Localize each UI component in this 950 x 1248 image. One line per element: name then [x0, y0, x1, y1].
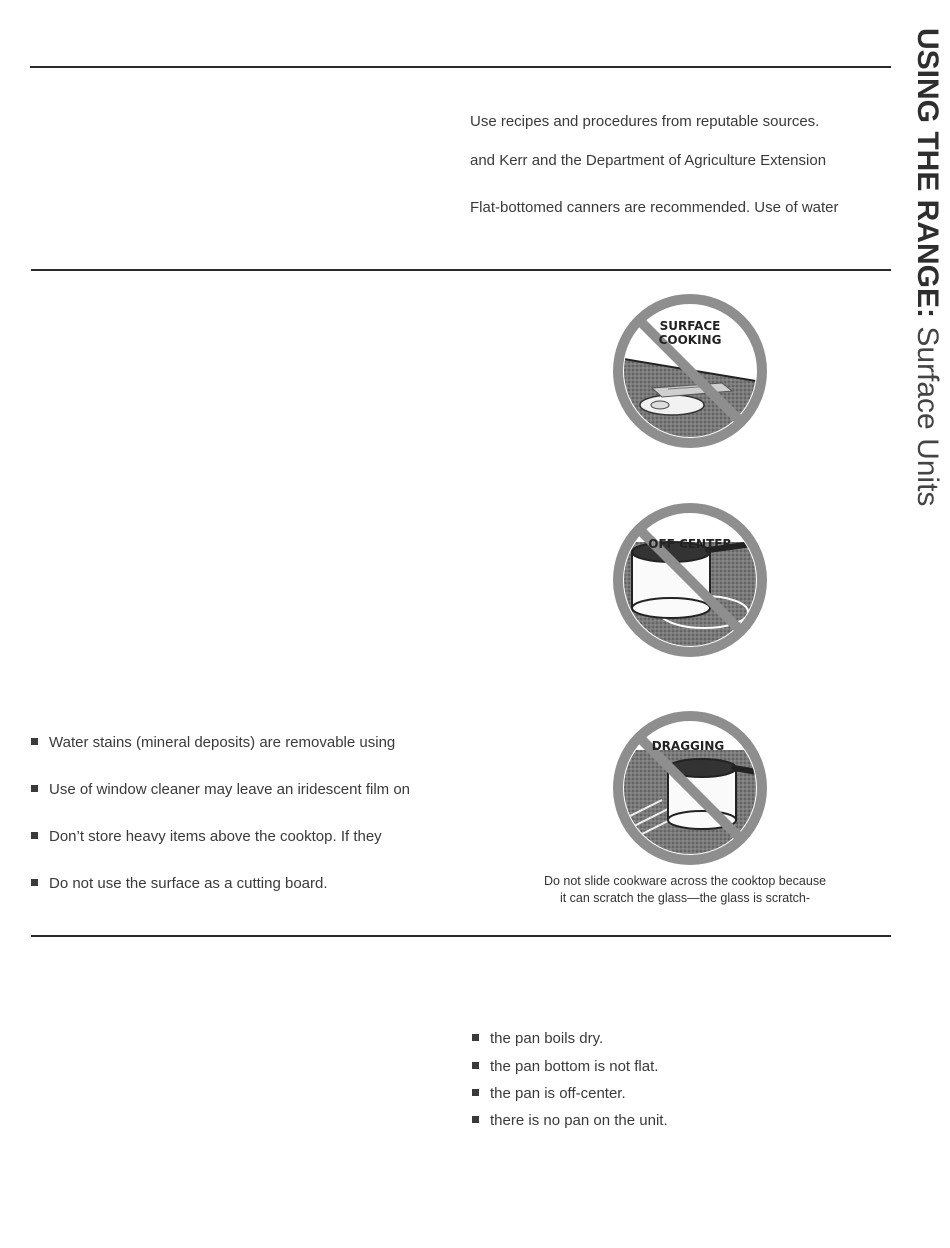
list-item — [31, 875, 328, 892]
off-center-prohibited-icon — [612, 502, 768, 658]
dragging-caption — [520, 873, 850, 907]
icon-label: COOKING — [658, 333, 722, 347]
bullet-square-icon — [472, 1089, 479, 1096]
list-item — [472, 1085, 626, 1102]
bullet-square-icon — [472, 1062, 479, 1069]
list-item-text: Use of window cleaner may leave an iridescent film on — [49, 781, 411, 798]
caption-line-2: it can scratch the glass—the glass is scratch- — [559, 891, 811, 905]
bullet-square-icon — [31, 785, 38, 792]
section-divider-top — [30, 66, 891, 68]
list-item-text: the pan boils dry. — [490, 1030, 604, 1047]
canning-line-1: Use recipes and procedures from reputable sources. — [470, 113, 820, 130]
list-item — [472, 1112, 668, 1129]
section-divider-middle — [31, 269, 891, 271]
side-section-title — [912, 28, 942, 506]
list-item — [31, 828, 382, 845]
canning-line-2: and Kerr and the Department of Agriculture Extension — [470, 152, 827, 169]
list-item-text: the pan is off-center. — [490, 1085, 626, 1102]
icon-label: SURFACE — [659, 319, 721, 333]
list-item-text: Don’t store heavy items above the cooktop. If they — [49, 828, 382, 845]
section-divider-bottom — [31, 935, 891, 937]
icon-label: DRAGGING — [651, 739, 725, 753]
list-item — [31, 781, 410, 798]
bullet-square-icon — [472, 1034, 479, 1041]
list-item — [472, 1058, 658, 1075]
canning-line-3: Flat-bottomed canners are recommended. Use of water — [470, 199, 839, 216]
caption-line-1: Do not slide cookware across the cooktop because — [543, 874, 827, 888]
side-title-bold: USING THE RANGE: — [911, 28, 944, 319]
bullet-square-icon — [472, 1116, 479, 1123]
dragging-prohibited-icon — [612, 710, 768, 866]
list-item-text: the pan bottom is not flat. — [490, 1058, 659, 1075]
list-item — [472, 1030, 603, 1047]
bullet-square-icon — [31, 879, 38, 886]
list-item — [31, 734, 395, 751]
side-title-light: Surface Units — [911, 318, 944, 507]
surface-cooking-prohibited-icon — [612, 293, 768, 449]
bullet-square-icon — [31, 832, 38, 839]
icon-label: OFF CENTER — [648, 537, 732, 551]
list-item-text: Do not use the surface as a cutting board. — [49, 875, 328, 892]
list-item-text: Water stains (mineral deposits) are removable using — [49, 734, 396, 751]
bullet-square-icon — [31, 738, 38, 745]
list-item-text: there is no pan on the unit. — [490, 1112, 668, 1129]
